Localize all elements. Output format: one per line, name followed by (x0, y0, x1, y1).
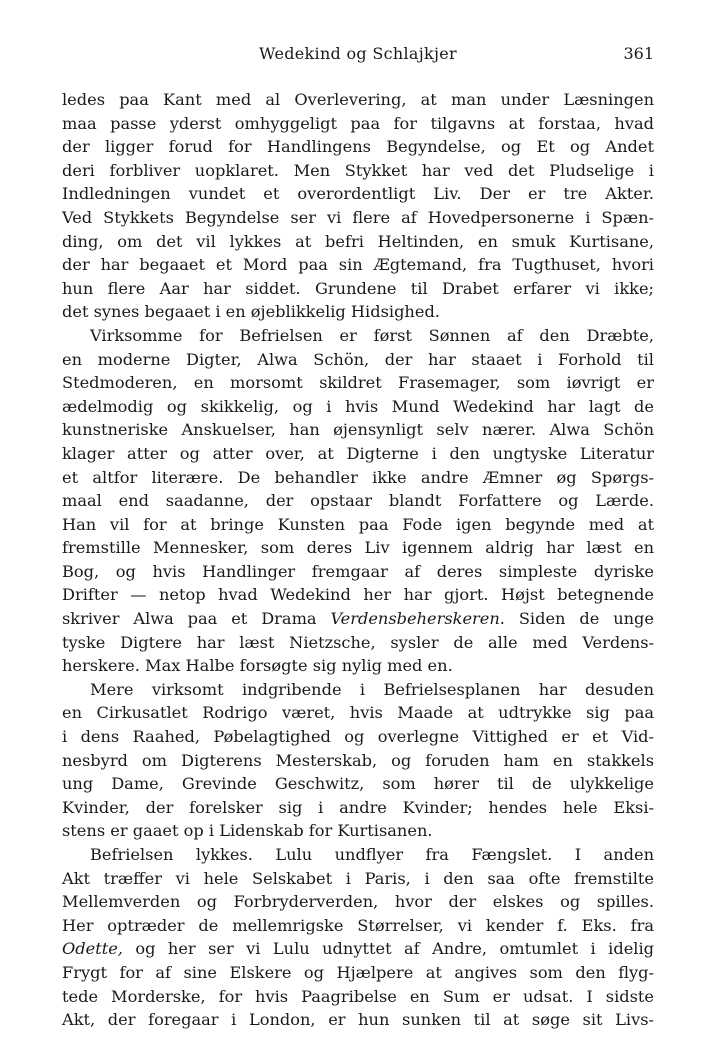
italic-title: Odette, (62, 939, 123, 959)
text-line: Bog, og hvis Handlinger fremgaar af deres simpleste dyriske (62, 561, 654, 581)
text-line: Drifter — netop hvad Wedekind her har gjort. Højst betegnende (62, 585, 654, 605)
text-line: Ved Stykkets Begyndelse ser vi flere af Hovedpersonerne i Spæn- (62, 207, 654, 227)
text-line: der ligger forud for Handlingens Begyndelse, og Et og Andet (62, 137, 654, 157)
text-line: ædelmodig og skikkelig, og i hvis Mund Wedekind har lagt de (62, 396, 654, 416)
running-title: Wedekind og Schlajkjer (259, 44, 457, 63)
text-line: en moderne Digter, Alwa Schön, der har staaet i Forhold til (62, 349, 654, 369)
text-line: det synes begaaet i en øjeblikkelig Hidsighed. (62, 302, 440, 322)
body-text (62, 88, 654, 1032)
text-line: Frygt for af sine Elskere og Hjælpere at angives som den flyg- (62, 962, 654, 982)
text-line: Virksomme for Befrielsen er først Sønnen af den Dræbte, (90, 325, 654, 345)
text-line (62, 607, 654, 631)
text-line: Kvinder, der forelsker sig i andre Kvinder; hendes hele Eksi- (62, 797, 654, 817)
text-line: kunstneriske Anskuelser, han øjensynligt selv nærer. Alwa Schön (62, 420, 654, 440)
text-line: Mere virksomt indgribende i Befrielsesplanen har desuden (90, 679, 654, 699)
text-segment: skriver Alwa paa et Drama (62, 609, 331, 629)
text-line: ledes paa Kant med al Overlevering, at man under Læsningen (62, 90, 654, 109)
text-line: Befrielsen lykkes. Lulu undflyer fra Fængslet. I anden (90, 845, 654, 864)
text-line: ung Dame, Grevinde Geschwitz, som hører til de ulykkelige (62, 774, 654, 794)
text-line: i dens Raahed, Pøbelagtighed og overlegne Vittighed er et Vid- (62, 727, 654, 747)
text-line: et altfor literære. De behandler ikke andre Æmner øg Spørgs- (62, 467, 654, 487)
text-line: ding, om det vil lykkes at befri Heltinden, en smuk Kurtisane, (62, 231, 654, 251)
text-line: klager atter og atter over, at Digterne i den ungtyske Literatur (62, 443, 654, 463)
text-line: Han vil for at bringe Kunsten paa Fode igen begynde med at (62, 514, 654, 534)
book-page (62, 44, 654, 1032)
text-line: Mellemverden og Forbryderverden, hvor der elskes og spilles. (62, 892, 654, 912)
text-line: der har begaaet et Mord paa sin Ægtemand, fra Tugthuset, hvori (62, 255, 654, 275)
text-segment: og her ser vi Lulu udnyttet af Andre, omtumlet i idelig (122, 939, 654, 959)
page-number: 361 (623, 44, 654, 63)
text-segment: Siden de unge (504, 609, 654, 629)
text-line (62, 937, 654, 961)
text-line: deri forbliver uopklaret. Men Stykket har ved det Pludselige i (62, 160, 654, 180)
text-line: Stedmoderen, en morsomt skildret Frasemager, som iøvrigt er (62, 373, 654, 393)
running-header (62, 44, 654, 70)
text-line: Her optræder de mellemrigske Størrelser, vi kender f. Eks. fra (62, 915, 654, 935)
text-line: Akt, der foregaar i London, er hun sunken til at søge sit Livs- (62, 1010, 654, 1030)
text-line: Indledningen vundet et overordentligt Liv. Der er tre Akter. (62, 184, 654, 204)
text-line: maal end saadanne, der opstaar blandt Forfattere og Lærde. (62, 491, 654, 511)
text-line: herskere. Max Halbe forsøgte sig nylig med en. (62, 656, 453, 676)
text-line: fremstille Mennesker, som deres Liv igennem aldrig har læst en (62, 538, 654, 558)
text-line: hun flere Aar har siddet. Grundene til Drabet erfarer vi ikke; (62, 278, 654, 298)
text-line: tyske Digtere har læst Nietzsche, sysler de alle med Verdens- (62, 632, 654, 652)
italic-title: Verdensbeherskeren. (330, 609, 505, 629)
text-line: stens er gaaet op i Lidenskab for Kurtisanen. (62, 821, 433, 841)
text-line: maa passe yderst omhyggeligt paa for tilgavns at forstaa, hvad (62, 113, 654, 133)
text-line: en Cirkusatlet Rodrigo været, hvis Maade at udtrykke sig paa (62, 703, 654, 723)
text-line: Akt træffer vi hele Selskabet i Paris, i den saa ofte fremstilte (62, 868, 654, 888)
text-line: tede Morderske, for hvis Paagribelse en Sum er udsat. I sidste (62, 986, 654, 1006)
text-line: nesbyrd om Digterens Mesterskab, og foruden ham en stakkels (62, 750, 654, 770)
